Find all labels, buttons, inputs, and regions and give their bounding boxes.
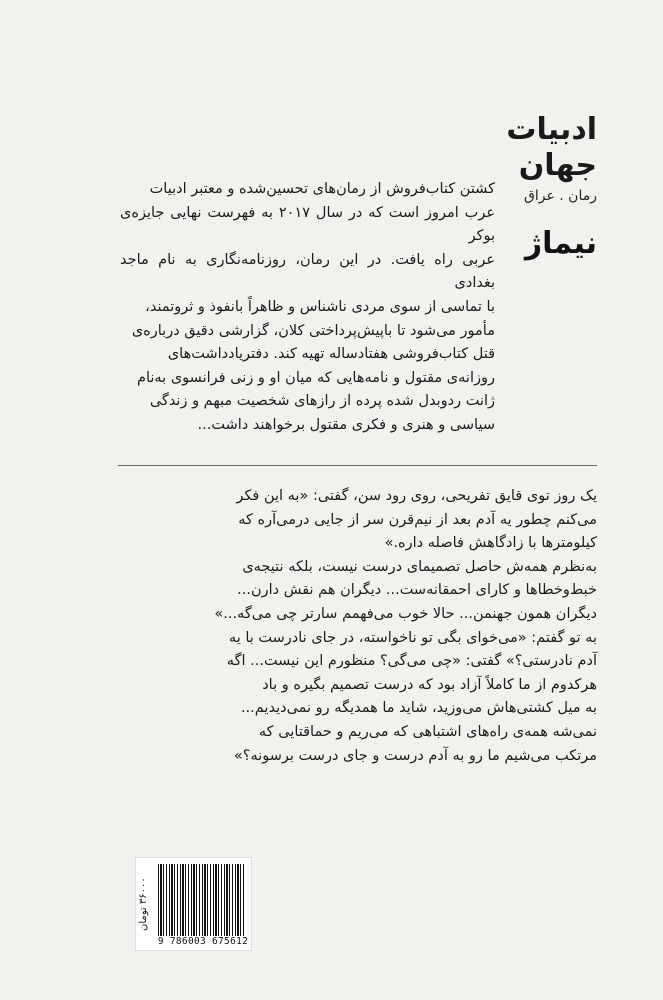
series-title-line-1: ادبیات xyxy=(506,112,597,147)
synopsis xyxy=(120,178,495,438)
excerpt-line: آدم نادرستی؟» گفتی: «چی می‌گی؟ منظورم این نیست... اگه xyxy=(226,653,597,670)
excerpt-line: یک روز توی قایق تفریحی، روی رود سن، گفتی: «به این فکر xyxy=(236,488,597,504)
isbn-number: 9 786003 675612 xyxy=(157,936,249,947)
excerpt-line: دیگران همون جهنمن... حالا خوب می‌فهمم سارتر چی می‌گه...» xyxy=(214,605,597,622)
synopsis-line: کشتن کتاب‌فروش از رمان‌های تحسین‌شده و معتبر ادبیات xyxy=(149,181,495,197)
genre-label: رمان . عراق xyxy=(524,188,597,204)
excerpt xyxy=(120,485,597,768)
synopsis-line: روزانه‌ی مقتول و نامه‌هایی که میان او و زنی فرانسوی به‌نام xyxy=(136,369,495,386)
series-title-line-2: جهان xyxy=(518,148,597,183)
synopsis-line: مأمور می‌شود تا باپیش‌پرداختی کلان، گزارشی دقیق درباره‌ی xyxy=(131,322,495,339)
synopsis-line: عربی راه یافت. در این رمان، روزنامه‌نگاری به نام ماجد بغدادی xyxy=(120,251,495,292)
excerpt-line: می‌کنم چطور یه آدم بعد از نیم‌قرن سر از جایی درمی‌آره که xyxy=(238,511,597,528)
section-divider xyxy=(118,465,597,466)
publisher-logo: نیماژ xyxy=(524,226,597,261)
excerpt-line: نمی‌شه همه‌ی راه‌های اشتباهی که می‌ریم و حماقتایی که xyxy=(258,723,597,740)
barcode-icon xyxy=(158,864,246,936)
excerpt-line: به‌نظرم همه‌ش حاصل تصمیمای درست نیست، بلکه نتیجه‌ی xyxy=(242,558,597,575)
excerpt-line: خبط‌وخطاها و کارای احمقانه‌ست... دیگران هم نقش دارن... xyxy=(237,582,597,599)
synopsis-line: با تماسی از سوی مردی ناشناس و ظاهراً بانفوذ و ثروتمند، xyxy=(145,298,495,315)
excerpt-line: هرکدوم از ما کاملاً آزاد بود که درست تصمیم بگیره و باد xyxy=(262,676,597,693)
series-title xyxy=(477,112,597,184)
excerpt-line: مرتکب می‌شیم ما رو به آدم درست و جای درست برسونه؟» xyxy=(233,747,597,764)
synopsis-line: عرب امروز است که در سال ۲۰۱۷ به فهرست نهایی جایزه‌ی بوکر xyxy=(120,204,495,245)
price-label: ۳۶۰۰۰ تومان xyxy=(138,877,149,931)
excerpt-line: به میل کشتی‌هاش می‌وزید، شاید ما همدیگه رو نمی‌دیدیم... xyxy=(240,700,597,717)
excerpt-line: به تو گفتم: «می‌خوای بگی تو ناخواسته، در جای نادرست با یه xyxy=(228,629,597,646)
barcode-label xyxy=(135,857,252,951)
synopsis-line: سیاسی و هنری و فکری مقتول برخواهند داشت... xyxy=(197,416,495,433)
synopsis-line: قتل کتاب‌فروشی هفتادساله تهیه کند. دفتریادداشت‌های xyxy=(167,346,495,363)
excerpt-line: کیلومترها با زادگاهش فاصله داره.» xyxy=(384,535,597,552)
synopsis-line: ژانت ردوبدل شده پرده از رازهای شخصیت مبهم و زندگی xyxy=(149,393,495,410)
